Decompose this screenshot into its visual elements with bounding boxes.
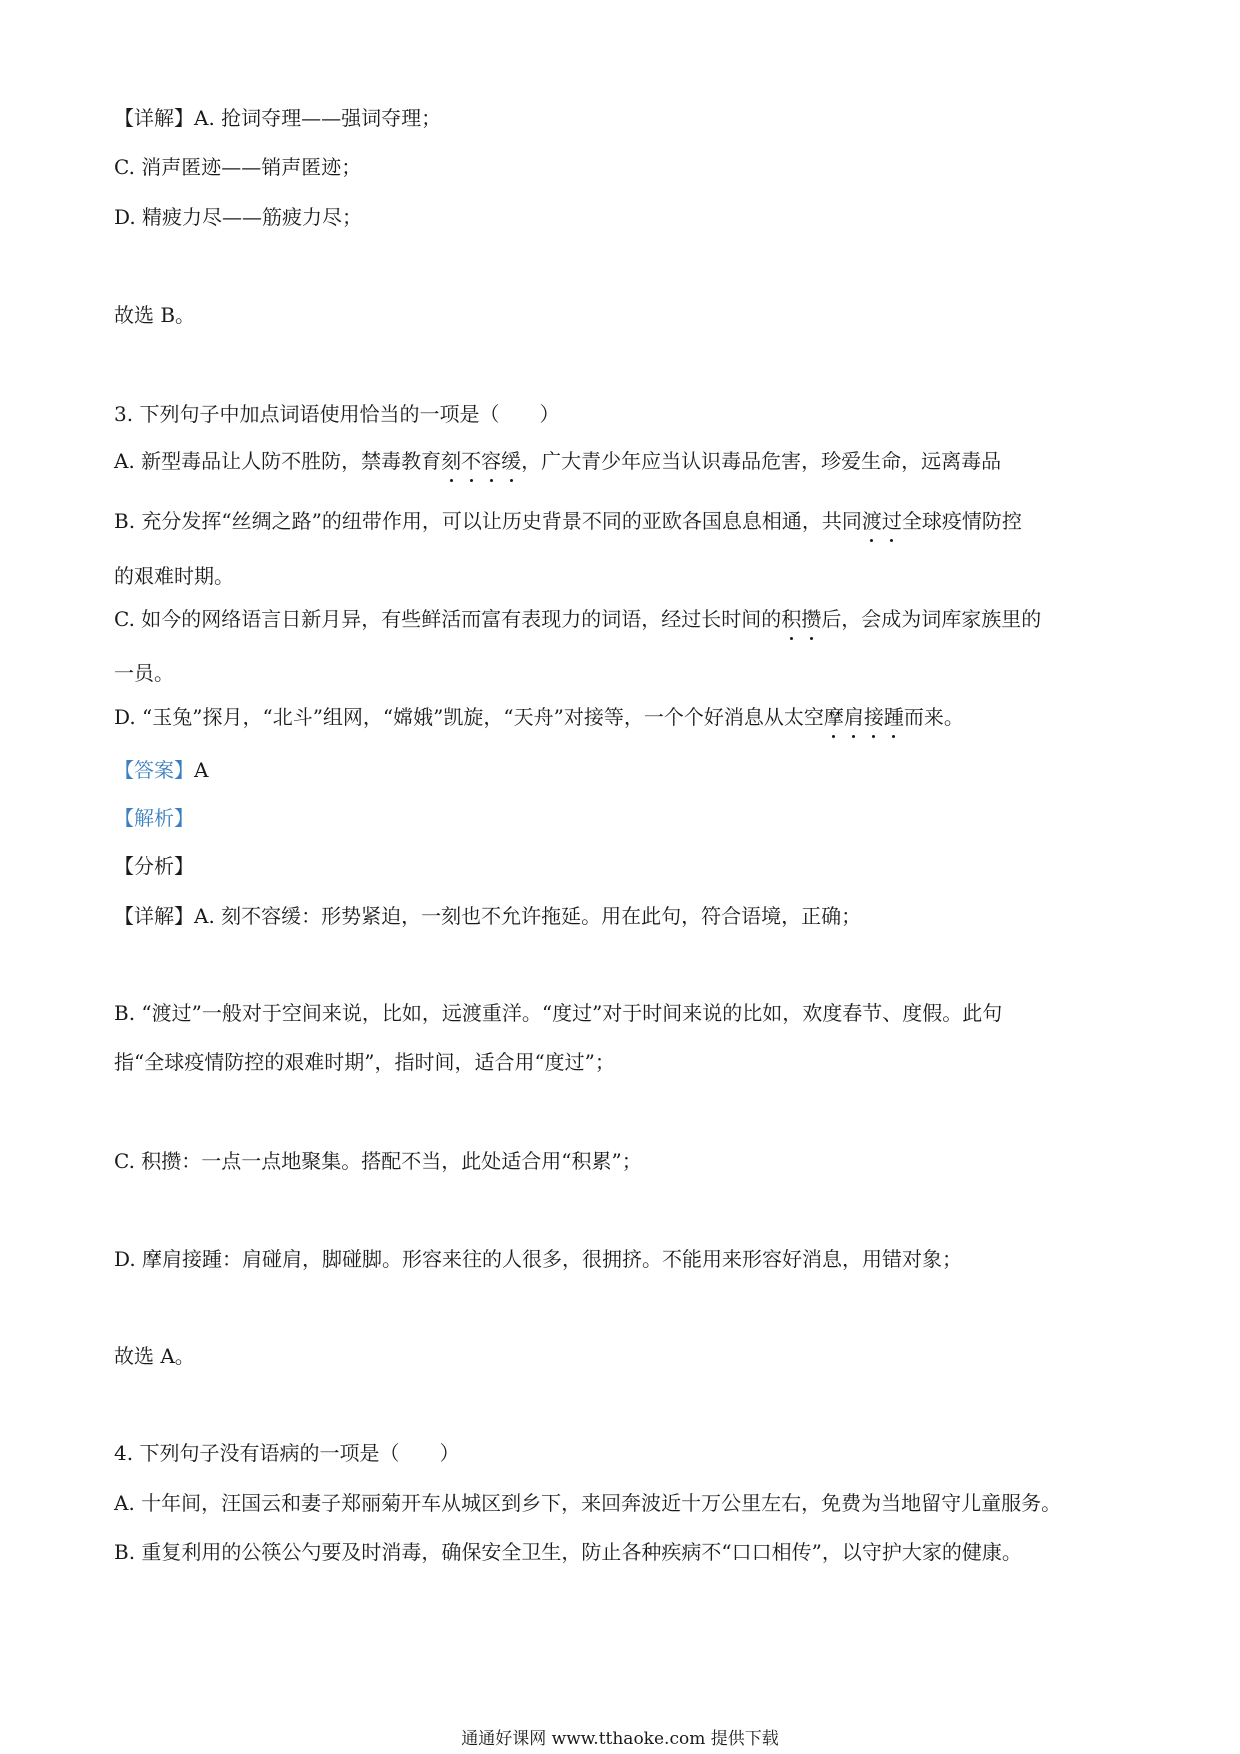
dotted-char: 攒 [801, 607, 822, 631]
detail-text: A. 刻不容缓：形势紧迫，一刻也不允许拖延。用在此句，符合语境，正确； [194, 904, 862, 928]
dotted-char: 肩 [843, 705, 864, 729]
dotted-char: 接 [863, 705, 884, 729]
dotted-char: 过 [881, 509, 902, 533]
detail-text: A. 抢词夺理——强词夺理； [194, 106, 442, 130]
detail-line-c: C. 消声匿迹——销声匿迹； [114, 155, 362, 179]
q3-c-pre: C. 如今的网络语言日新月异，有些鲜活而富有表现力的词语，经过长时间的 [114, 607, 782, 631]
footer-source: 通通好课网 www.tthaoke.com 提供下载 [461, 1729, 779, 1749]
dotted-char: 刻 [441, 449, 462, 473]
analysis-tag: 【解析】 [114, 806, 194, 830]
q3-option-c [114, 605, 1041, 633]
q3-final-answer: 故选 A。 [114, 1344, 195, 1368]
q3-a-post: ，广大青少年应当认识毒品危害，珍爱生命，远离毒品 [521, 449, 1002, 473]
q3-option-a [114, 447, 1001, 475]
q4-title: 4. 下列句子没有语病的一项是（ ） [114, 1441, 460, 1465]
q3-detail-a [114, 902, 861, 930]
q4-option-b: B. 重复利用的公筷公勺要及时消毒，确保安全卫生，防止各种疾病不“口口相传”，以守护大家的健康。 [114, 1540, 1022, 1564]
q3-detail-b1: B. “渡过”一般对于空间来说，比如，远渡重洋。“度过”对于时间来说的比如，欢度春节、度假。此句 [114, 1001, 1003, 1025]
q3-b-pre: B. 充分发挥“丝绸之路”的纽带作用，可以让历史背景不同的亚欧各国息息相通，共同 [114, 509, 862, 533]
q3-b-post: 全球疫情防控 [901, 509, 1022, 533]
q3-title: 3. 下列句子中加点词语使用恰当的一项是（ ） [114, 402, 560, 426]
q3-c-post: 后，会成为词库家族里的 [821, 607, 1042, 631]
dotted-char: 踵 [883, 705, 904, 729]
q3-detail-c: C. 积攒：一点一点地聚集。搭配不当，此处适合用“积累”； [114, 1149, 642, 1173]
q3-option-c-cont: 一员。 [114, 661, 174, 685]
dotted-char: 不 [461, 449, 482, 473]
answer-line-q2: 故选 B。 [114, 303, 196, 327]
q3-option-b [114, 507, 1022, 535]
dotted-char: 缓 [501, 449, 522, 473]
answer-value: A [194, 758, 209, 782]
detail-line-a [114, 104, 441, 132]
q3-a-pre: A. 新型毒品让人防不胜防，禁毒教育 [114, 449, 442, 473]
q3-option-b-cont: 的艰难时期。 [114, 564, 234, 588]
dotted-char: 积 [781, 607, 802, 631]
q3-detail-d: D. 摩肩接踵：肩碰肩，脚碰脚。形容来往的人很多，很拥挤。不能用来形容好消息，用错对象； [114, 1247, 963, 1271]
q3-option-d [114, 703, 964, 731]
detail-line-d: D. 精疲力尽——筋疲力尽； [114, 205, 363, 229]
dotted-char: 渡 [861, 509, 882, 533]
answer-tag: 【答案】 [114, 758, 194, 782]
q3-d-post: 而来。 [903, 705, 964, 729]
q3-d-pre: D. “玉兔”探月，“北斗”组网，“嫦娥”凯旋，“天舟”对接等，一个个好消息从太空 [114, 705, 824, 729]
detail-tag: 【详解】 [114, 904, 194, 928]
detail-tag: 【详解】 [114, 106, 194, 130]
q3-detail-b2: 指“全球疫情防控的艰难时期”，指时间，适合用“度过”； [114, 1050, 615, 1074]
dotted-char: 容 [481, 449, 502, 473]
dotted-char: 摩 [823, 705, 844, 729]
fenxi-tag: 【分析】 [114, 854, 194, 878]
q4-option-a: A. 十年间，汪国云和妻子郑丽菊开车从城区到乡下，来回奔波近十万公里左右，免费为当地留守儿童服务。 [114, 1491, 1062, 1515]
q3-answer [114, 756, 208, 784]
